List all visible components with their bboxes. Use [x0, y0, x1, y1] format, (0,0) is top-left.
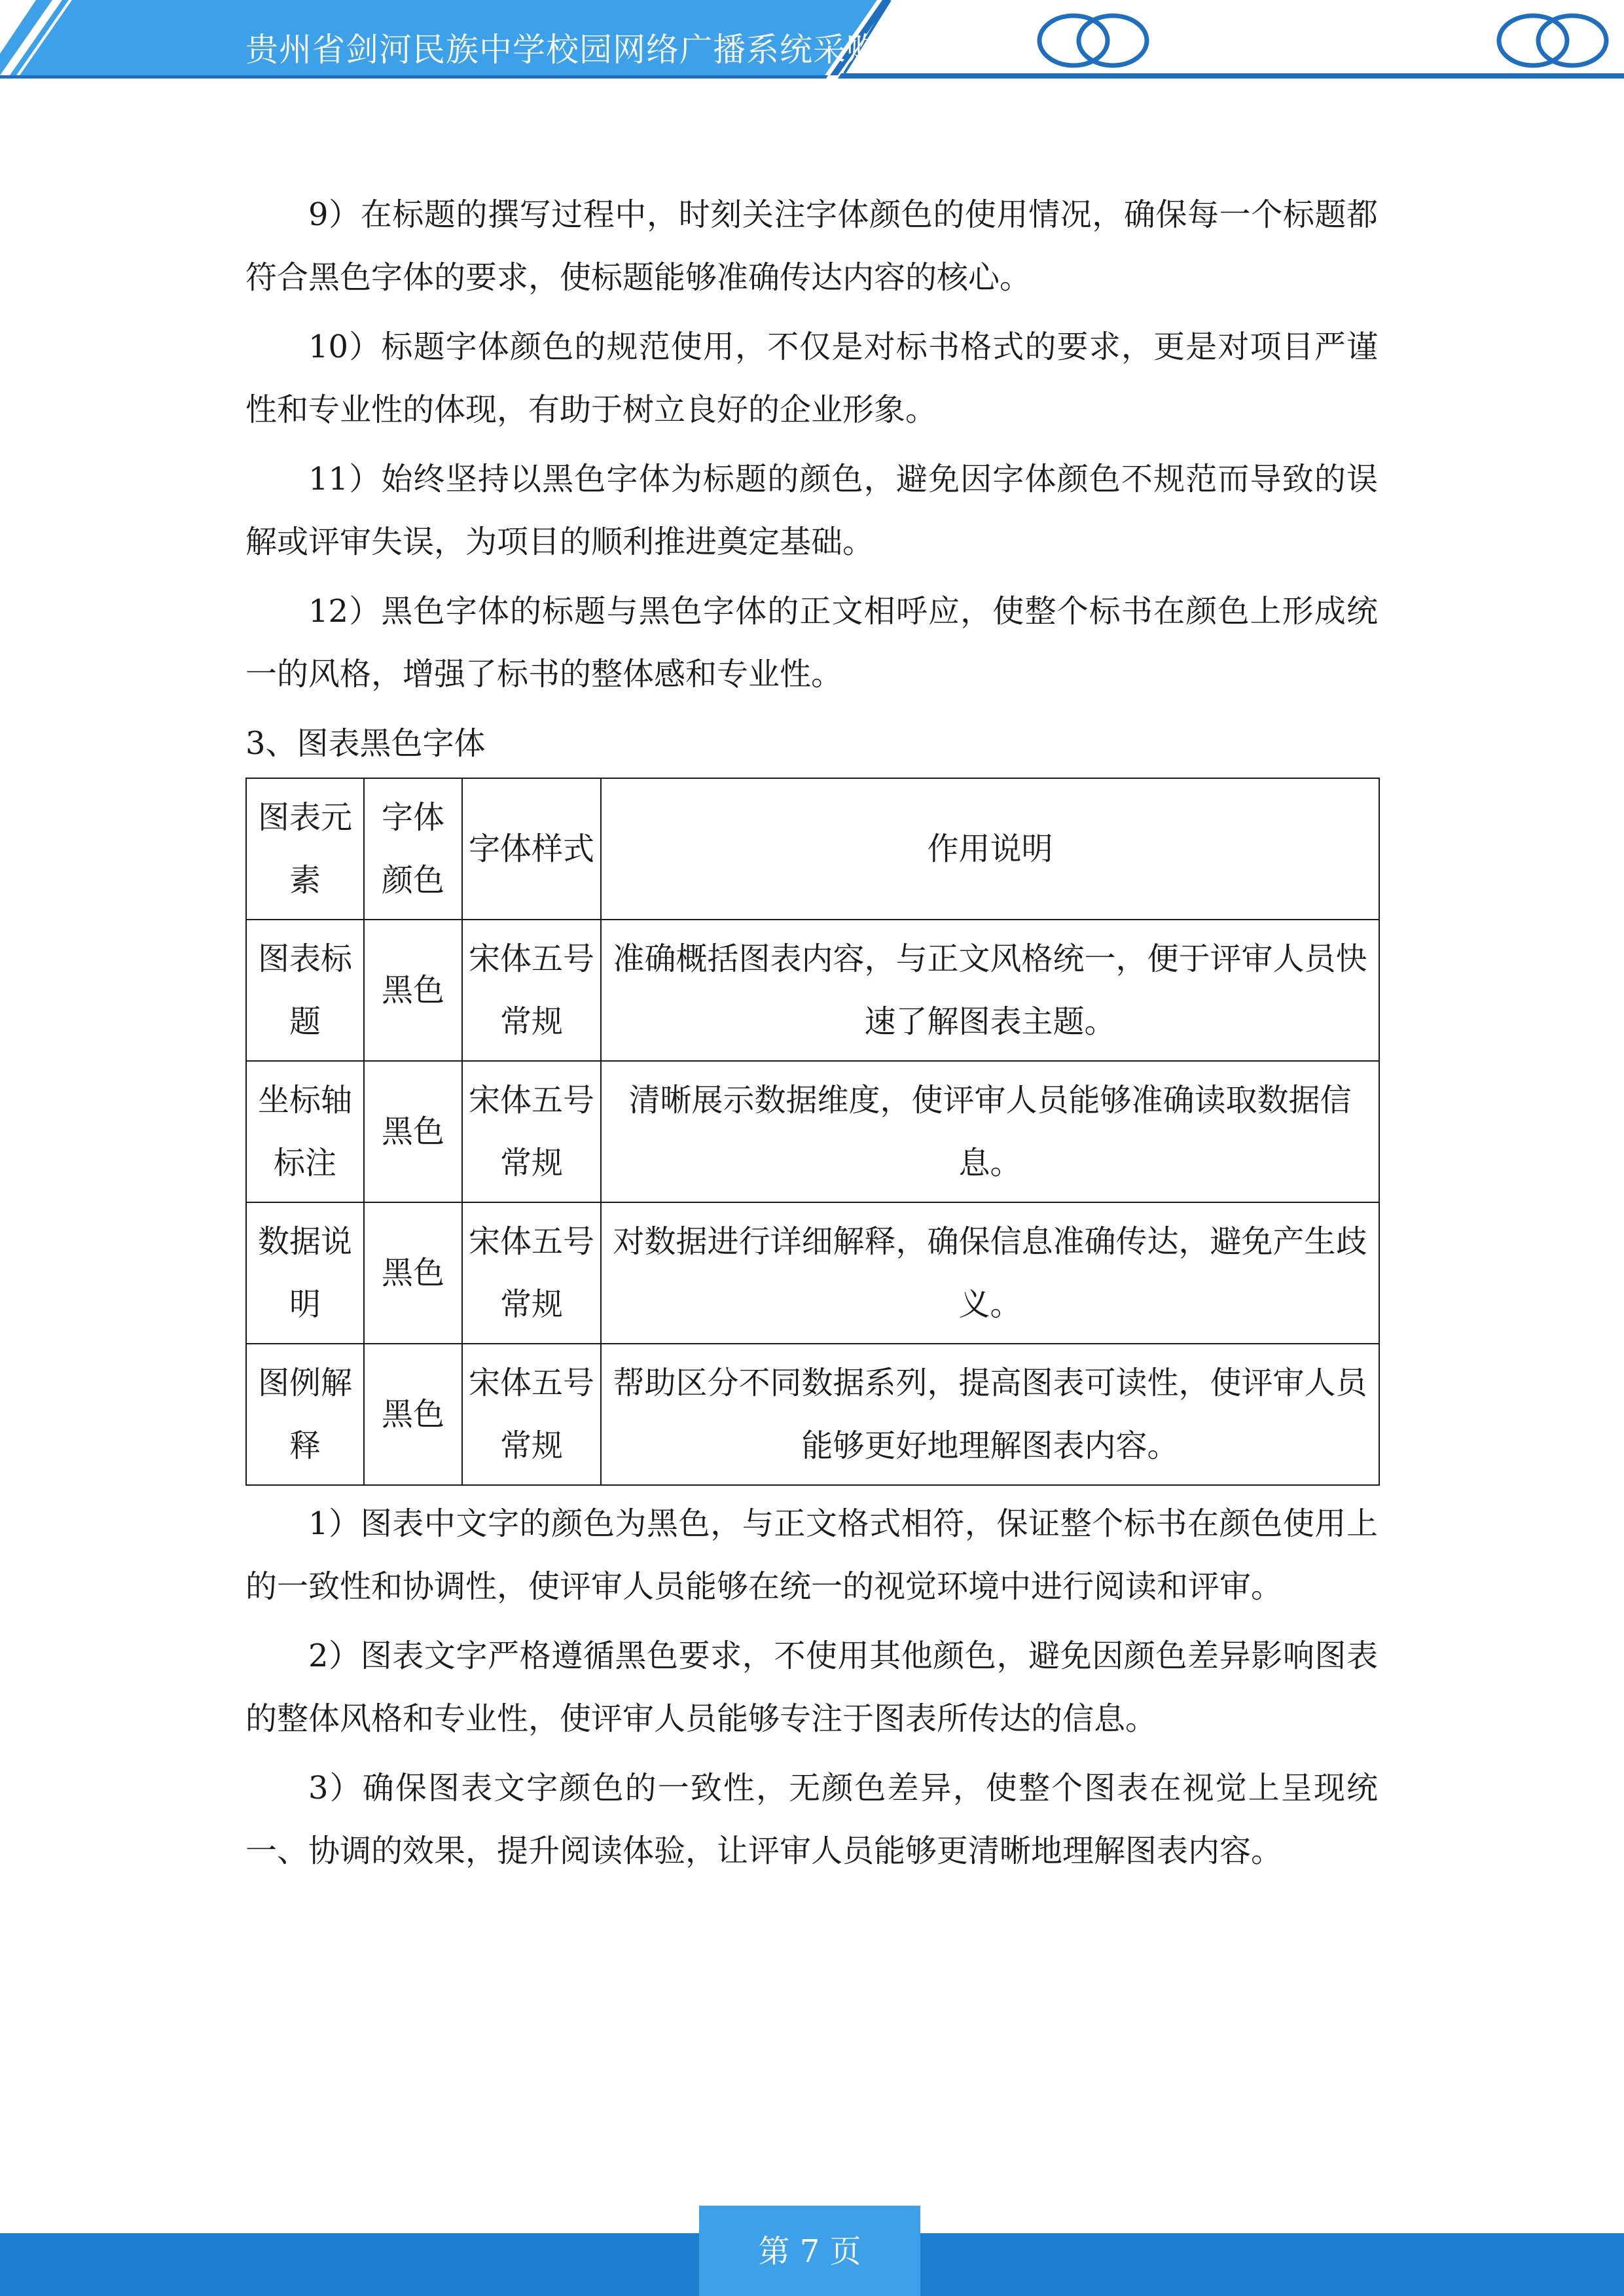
table-cell: 帮助区分不同数据系列，提高图表可读性，使评审人员能够更好地理解图表内容。 [601, 1344, 1379, 1485]
rings-icon-1 [1039, 16, 1147, 65]
chart-font-table [245, 778, 1380, 1486]
table-cell: 宋体五号常规 [462, 920, 601, 1061]
paragraph: 1）图表中文字的颜色为黑色，与正文格式相符，保证整个标书在颜色使用上的一致性和协调性，使评审人员能够在统一的视觉环境中进行阅读和评审。 [245, 1505, 1378, 1605]
table-header-row [246, 778, 1379, 920]
paragraph: 11）始终坚持以黑色字体为标题的颜色，避免因字体颜色不规范而导致的误解或评审失误，为项目的顺利推进奠定基础。 [245, 461, 1378, 560]
page-number: 第 7 页 [758, 2233, 861, 2270]
paragraph: 10）标题字体颜色的规范使用，不仅是对标书格式的要求，更是对项目严谨性和专业性的体现，有助于树立良好的企业形象。 [245, 329, 1378, 428]
table-cell: 宋体五号常规 [462, 1061, 601, 1202]
table-header-cell: 图表元素 [246, 778, 364, 920]
table-row [246, 1344, 1379, 1485]
table-cell: 黑色 [364, 1344, 462, 1485]
page-header [0, 0, 1624, 85]
section-heading: 3、图表黑色字体 [245, 725, 486, 762]
table-cell: 宋体五号常规 [462, 1202, 601, 1344]
paragraph: 9）在标题的撰写过程中，时刻关注字体颜色的使用情况，确保每一个标题都符合黑色字体的要求，使标题能够准确传达内容的核心。 [245, 196, 1378, 296]
table-cell: 对数据进行详细解释，确保信息准确传达，避免产生歧义。 [601, 1202, 1379, 1344]
document-title: 贵州省剑河民族中学校园网络广播系统采购 [245, 31, 880, 69]
page-content [245, 183, 1378, 1889]
table-row [246, 1061, 1379, 1202]
table-cell: 数据说明 [246, 1202, 364, 1344]
table-cell: 黑色 [364, 1061, 462, 1202]
table-header-cell: 作用说明 [601, 778, 1379, 920]
table-cell: 图例解释 [246, 1344, 364, 1485]
paragraph: 2）图表文字严格遵循黑色要求，不使用其他颜色，避免因颜色差异影响图表的整体风格和专业性，使评审人员能够专注于图表所传达的信息。 [245, 1638, 1378, 1737]
table-row [246, 1202, 1379, 1344]
table-cell: 黑色 [364, 1202, 462, 1344]
table-cell: 黑色 [364, 920, 462, 1061]
table-cell: 清晰展示数据维度，使评审人员能够准确读取数据信息。 [601, 1061, 1379, 1202]
table-cell: 准确概括图表内容，与正文风格统一，便于评审人员快速了解图表主题。 [601, 920, 1379, 1061]
table-cell: 坐标轴标注 [246, 1061, 364, 1202]
table-row [246, 920, 1379, 1061]
table-cell: 图表标题 [246, 920, 364, 1061]
table-cell: 宋体五号常规 [462, 1344, 601, 1485]
table-header-cell: 字体颜色 [364, 778, 462, 920]
paragraph: 12）黑色字体的标题与黑色字体的正文相呼应，使整个标书在颜色上形成统一的风格，增强了标书的整体感和专业性。 [245, 593, 1378, 692]
table-header-cell: 字体样式 [462, 778, 601, 920]
paragraph: 3）确保图表文字颜色的一致性，无颜色差异，使整个图表在视觉上呈现统一、协调的效果，提升阅读体验，让评审人员能够更清晰地理解图表内容。 [245, 1770, 1378, 1869]
rings-icon-2 [1499, 16, 1606, 65]
